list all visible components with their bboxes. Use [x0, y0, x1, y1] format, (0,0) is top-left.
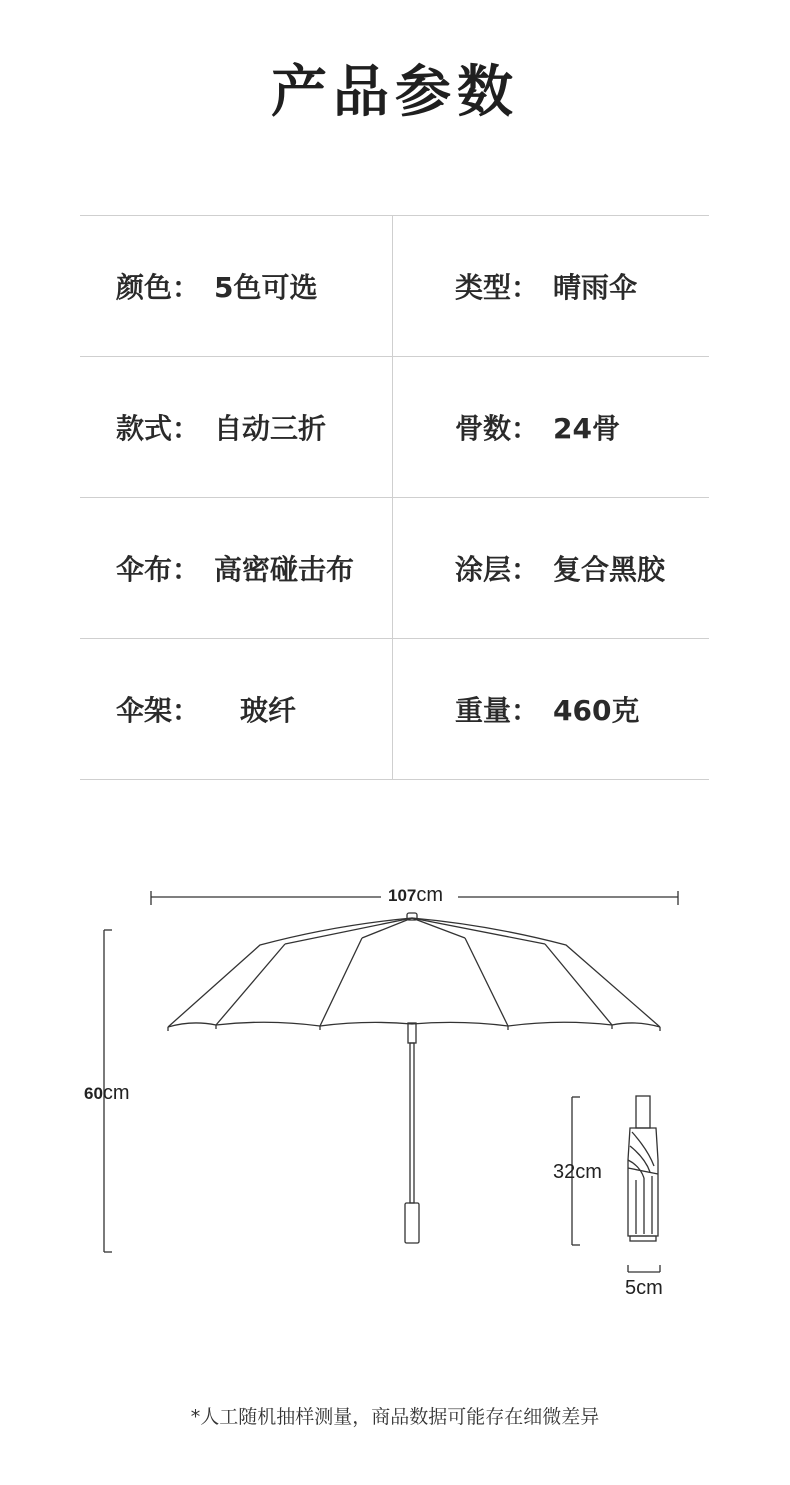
spec-key: 类型：	[455, 271, 540, 304]
spec-row	[80, 639, 709, 780]
spec-table	[80, 215, 709, 780]
spec-style	[80, 357, 393, 497]
spec-key: 伞布：	[116, 553, 201, 586]
spec-ribs	[393, 357, 709, 497]
footnote: *人工随机抽样测量，商品数据可能存在细微差异	[190, 1406, 600, 1428]
spec-key: 伞架：	[116, 694, 201, 727]
spec-value: 玻纤	[240, 694, 297, 727]
spec-value: 复合黑胶	[553, 553, 666, 586]
spec-row	[80, 216, 709, 357]
spec-value: 24骨	[553, 412, 620, 445]
spec-fabric	[80, 498, 393, 638]
spec-key: 重量：	[455, 694, 540, 727]
folded-width-label: 5cm	[625, 1277, 663, 1299]
width-label: 107cm	[388, 884, 444, 906]
spec-key: 骨数：	[455, 412, 540, 445]
folded-length-label: 32cm	[553, 1161, 602, 1183]
spec-value: 460克	[553, 694, 640, 727]
page-title: 产品参数	[271, 60, 519, 125]
spec-row	[80, 357, 709, 498]
spec-weight	[393, 639, 709, 779]
spec-row	[80, 498, 709, 639]
folded-width-dimension	[628, 1265, 660, 1272]
spec-value: 5色可选	[214, 271, 318, 304]
umbrella-canopy	[168, 913, 660, 1031]
folded-umbrella	[628, 1096, 658, 1241]
spec-value: 自动三折	[214, 412, 327, 445]
spec-frame	[80, 639, 393, 779]
spec-value: 晴雨伞	[553, 271, 638, 304]
spec-key: 颜色：	[116, 271, 201, 304]
spec-value: 高密碰击布	[214, 553, 355, 586]
spec-color	[80, 216, 393, 356]
spec-coating	[393, 498, 709, 638]
spec-key: 涂层：	[455, 553, 540, 586]
spec-key: 款式：	[116, 412, 201, 445]
spec-type	[393, 216, 709, 356]
umbrella-shaft	[405, 1023, 419, 1243]
height-label: 60cm	[84, 1082, 130, 1104]
